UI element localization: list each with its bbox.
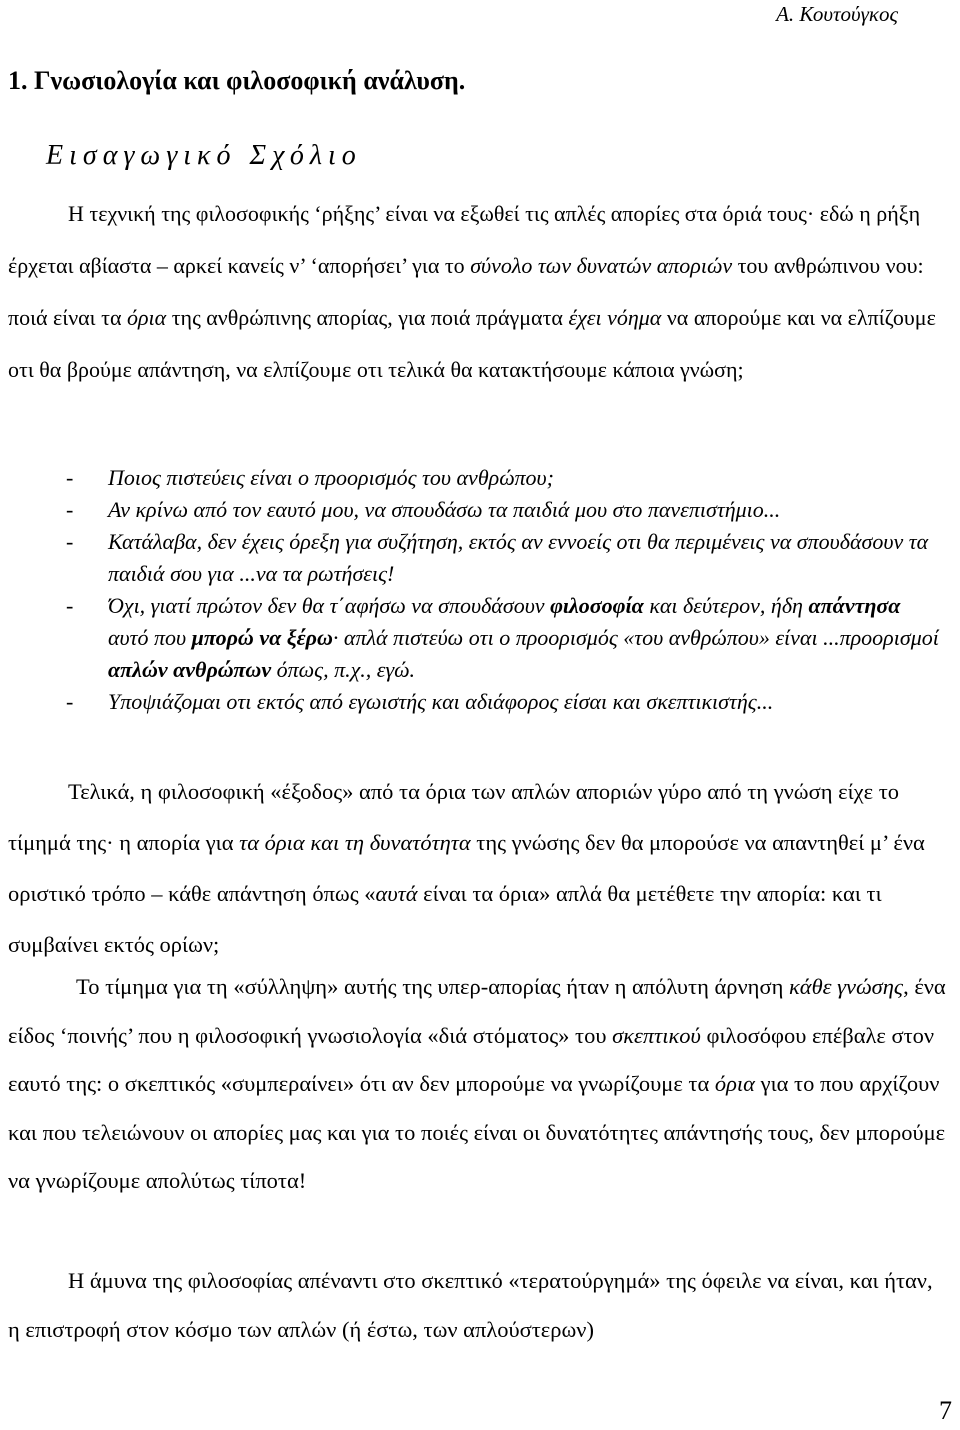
dash-marker: -	[66, 497, 74, 522]
paragraph-price	[8, 963, 948, 1206]
dialogue-text: Όχι, γιατί πρώτον δεν θα τ΄αφήσω να σπουδάσουν	[108, 593, 551, 618]
text-run: Το τίμημα για τη «σύλληψη» αυτής της υπερ-απορίας ήταν η απόλυτη άρνηση	[76, 974, 789, 999]
dialogue-line	[66, 590, 946, 686]
emphasis: κάθε γνώσης	[788, 974, 904, 999]
text-run: , ένα είδος ‘ποινής’ που η φιλοσοφική γνωσιολογία «διά στόματος» του	[8, 974, 946, 1048]
paragraph-intro	[8, 188, 948, 396]
bold-text: απλών ανθρώπων	[108, 657, 272, 682]
dialogue-list	[66, 462, 946, 718]
text-run: για το που αρχίζουν και που τελειώνουν οι απορίες μας και για το ποιές είναι οι δυνατότητες απάντησής τους, δεν μπορούμε να γνωρίζουμε απολύτως τίποτα!	[8, 1071, 946, 1193]
dialogue-text: Ποιος πιστεύεις είναι ο προορισμός του ανθρώπου;	[108, 465, 554, 490]
text-run: της ανθρώπινης απορίας, για ποιά πράγματα	[166, 305, 569, 330]
running-header-author: Α. Κουτούγκος	[776, 2, 898, 26]
emphasis: έχει νόημα	[568, 305, 662, 330]
page-number: 7	[939, 1396, 952, 1425]
text-run: του ανθρώπινου νου: ποιά είναι τα	[8, 253, 924, 330]
text-run: είναι τα όρια» απλά θα μετέθετε την απορία: και τι συμβαίνει εκτός ορίων;	[8, 881, 882, 957]
text-run: Η άμυνα της φιλοσοφίας απέναντι στο σκεπτικό «τερατούργημά» της όφειλε να είναι, και ήταν, η επιστροφή στον κόσμο των απλών (ή έστω, των απλούστερων)	[8, 1268, 933, 1342]
bold-text: απάντησα	[808, 593, 901, 618]
dialogue-line	[66, 686, 946, 718]
dialogue-text: Υποψιάζομαι οτι εκτός από εγωιστής και αδιάφορος είσαι και σκεπτικιστής...	[108, 689, 774, 714]
dialogue-text: και δεύτερον, ήδη	[643, 593, 809, 618]
text-run: της γνώσης δεν θα μπορούσε να απαντηθεί μ’ ένα οριστικό τρόπο – κάθε απάντηση όπως «	[8, 830, 925, 906]
dialogue-text: Κατάλαβα, δεν έχεις όρεξη για συζήτηση, εκτός αν εννοείς οτι θα περιμένεις να σπουδάσουν τα παιδιά σου για ...να τα ρωτήσεις!	[108, 529, 929, 586]
dialogue-text: αυτό που	[108, 625, 192, 650]
section-title: 1. Γνωσιολογία και φιλοσοφική ανάλυση.	[8, 66, 466, 95]
emphasis: αυτά	[375, 881, 418, 906]
dash-marker: -	[66, 593, 74, 618]
dash-marker: -	[66, 465, 74, 490]
emphasis: όρια	[126, 305, 167, 330]
section-subtitle: Εισαγωγικό Σχόλιο	[46, 140, 362, 171]
paragraph-exodus	[8, 766, 948, 970]
dialogue-line	[66, 494, 946, 526]
text-run: να απορούμε και να ελπίζουμε οτι θα βρούμε απάντηση, να ελπίζουμε οτι τελικά θα κατακτήσουμε κάποια γνώση;	[8, 305, 936, 382]
text-run: φιλοσόφου επέβαλε στον εαυτό της: ο σκεπτικός «συμπεραίνει» ότι αν δεν μπορούμε να γνωρίζουμε τα	[8, 1022, 935, 1096]
dialogue-text: Αν κρίνω από τον εαυτό μου, να σπουδάσω τα παιδιά μου στο πανεπιστήμιο...	[108, 497, 781, 522]
text-run: Η τεχνική της φιλοσοφικής ‘ρήξης’ είναι να εξωθεί τις απλές απορίες στα όριά τους· εδώ η ρήξη έρχεται αβίαστα – αρκεί κανείς ν’ ‘απορήσει’ για το	[8, 201, 921, 278]
dialogue-line	[66, 526, 946, 590]
bold-text: μπορώ να ξέρω	[191, 625, 333, 650]
dialogue-line	[66, 462, 946, 494]
dialogue-text: · απλά πιστεύω οτι ο προορισμός «του ανθρώπου» είναι ...προορισμοί	[332, 625, 939, 650]
emphasis: τα όρια και τη δυνατότητα	[239, 830, 471, 855]
dash-marker: -	[66, 689, 74, 714]
emphasis: σκεπτικού	[612, 1022, 701, 1048]
emphasis: όρια	[714, 1071, 755, 1096]
emphasis: σύνολο των δυνατών αποριών	[470, 253, 733, 278]
paragraph-defense	[8, 1256, 948, 1354]
dash-marker: -	[66, 529, 74, 554]
dialogue-text: όπως, π.χ., εγώ.	[271, 657, 415, 682]
text-run: Τελικά, η φιλοσοφική «έξοδος» από τα όρια των απλών αποριών γύρο από τη γνώση είχε το τίμημά της· η απορία για	[8, 779, 899, 855]
bold-text: φιλοσοφία	[550, 593, 644, 618]
